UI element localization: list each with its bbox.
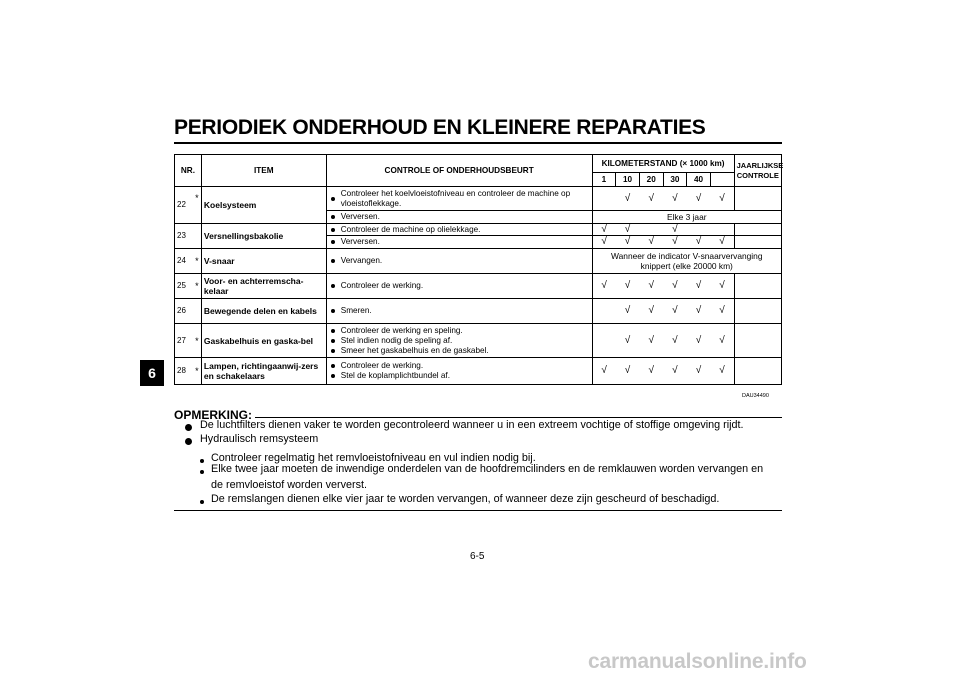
- title-rule: [174, 142, 782, 144]
- notes-heading: OPMERKING:: [174, 408, 252, 422]
- header-annual-line1: JAARLIJKSE: [736, 160, 784, 170]
- check-cell: √: [616, 187, 640, 211]
- table-row: [175, 224, 782, 236]
- action-text: Vervangen.: [340, 256, 383, 265]
- action-text: Controleer de machine op olielekkage.: [340, 224, 481, 234]
- table-row: [175, 324, 782, 358]
- row-star: *: [193, 274, 202, 299]
- row-action: [326, 224, 592, 236]
- row-star: *: [193, 187, 202, 224]
- check-cell: √: [592, 274, 616, 299]
- row-nr: 28: [175, 358, 193, 385]
- table-row: [175, 299, 782, 324]
- annual-cell: [734, 324, 781, 358]
- row-item: Koelsysteem: [201, 187, 326, 224]
- annual-cell: [734, 358, 781, 385]
- check-cell: √: [639, 324, 663, 358]
- check-cell: √: [663, 224, 687, 236]
- bullet-icon: [331, 364, 335, 368]
- check-cell: √: [687, 358, 711, 385]
- action-line: [331, 371, 590, 381]
- bullet-icon: [331, 349, 335, 353]
- check-cell: √: [687, 299, 711, 324]
- check-cell: √: [663, 358, 687, 385]
- check-cell: √: [710, 274, 734, 299]
- check-cell: √: [663, 274, 687, 299]
- row-action: [326, 249, 592, 274]
- bullet-icon: [331, 339, 335, 343]
- bullet-icon: [331, 228, 335, 232]
- row-action: [326, 324, 592, 358]
- document-code: DAU34490: [742, 393, 769, 399]
- action-line: [331, 346, 590, 356]
- bullet-icon: [331, 329, 335, 333]
- check-cell: √: [639, 236, 663, 249]
- km-col: 1: [592, 173, 616, 187]
- row-action: [326, 211, 592, 224]
- check-cell: √: [616, 358, 640, 385]
- bullet-icon: [185, 424, 192, 431]
- bullet-icon: [331, 215, 335, 219]
- chapter-tab: 6: [140, 360, 164, 386]
- check-cell: √: [710, 358, 734, 385]
- action-text: Verversen.: [340, 237, 380, 246]
- km-col-empty: [710, 173, 734, 187]
- header-item: ITEM: [201, 155, 326, 187]
- check-cell: √: [616, 324, 640, 358]
- action-text: Verversen.: [340, 212, 380, 221]
- check-cell: √: [663, 324, 687, 358]
- row-item: Lampen, richtingaanwij-zers en schakelaars: [201, 358, 326, 385]
- row-nr: 27: [175, 324, 193, 358]
- row-nr: 23: [175, 224, 193, 249]
- note-text: Elke twee jaar moeten de inwendige onderdelen van de hoofdremcilinders en de remklauwen worden vervangen en: [211, 463, 764, 475]
- row-action: [326, 299, 592, 324]
- row-action: [326, 358, 592, 385]
- note-text: De remslangen dienen elke vier jaar te worden vervangen, of wanneer deze zijn gescheurd of beschadigd.: [211, 493, 720, 505]
- note-text: De luchtfilters dienen vaker te worden gecontroleerd wanneer u in een extreem vochtige of stoffige omgeving rijdt.: [200, 419, 744, 431]
- action-text: Controleer de werking.: [340, 361, 424, 370]
- interval-note: Wanneer de indicator V-snaarvervanging knippert (elke 20000 km): [592, 249, 781, 274]
- check-cell: √: [710, 324, 734, 358]
- watermark-text: carmanualsonline.info: [588, 650, 807, 673]
- check-cell: √: [663, 236, 687, 249]
- row-star: [193, 224, 202, 249]
- check-cell: √: [592, 358, 616, 385]
- notes-end-rule: [174, 510, 782, 511]
- row-item: Voor- en achterremscha-kelaar: [201, 274, 326, 299]
- check-cell: √: [639, 358, 663, 385]
- bullet-icon: [185, 438, 192, 445]
- check-cell: [592, 324, 616, 358]
- row-nr: 25: [175, 274, 193, 299]
- check-cell: √: [616, 299, 640, 324]
- check-cell: √: [687, 324, 711, 358]
- note-text: Hydraulisch remsysteem: [200, 433, 319, 445]
- row-item: V-snaar: [201, 249, 326, 274]
- action-text: Smeren.: [340, 306, 372, 315]
- check-cell: [592, 187, 616, 211]
- bullet-icon: [331, 240, 335, 244]
- page-number: 6-5: [470, 551, 485, 562]
- header-annual-line2: CONTROLE: [736, 170, 779, 180]
- annual-cell: [734, 236, 781, 249]
- check-cell: √: [687, 236, 711, 249]
- table-row: [175, 187, 782, 211]
- action-text: Smeer het gaskabelhuis en de gaskabel.: [340, 345, 489, 355]
- check-cell: √: [687, 187, 711, 211]
- row-action: [326, 274, 592, 299]
- bullet-icon: [331, 309, 335, 313]
- km-col: 20: [639, 173, 663, 187]
- bullet-icon: [331, 374, 335, 378]
- check-cell: √: [592, 236, 616, 249]
- row-item: Bewegende delen en kabels: [201, 299, 326, 324]
- km-col: 30: [663, 173, 687, 187]
- row-action: [326, 236, 592, 249]
- action-line: [331, 361, 590, 371]
- row-item: Versnellingsbakolie: [201, 224, 326, 249]
- action-text: Controleer het koelvloeistofniveau en controleer de machine op vloeistoflekkage.: [340, 188, 571, 208]
- row-star: *: [193, 324, 202, 358]
- note-text: de remvloeistof worden ververst.: [211, 479, 368, 491]
- check-cell: [639, 224, 663, 236]
- bullet-icon: [200, 470, 204, 474]
- table-row: [175, 358, 782, 385]
- bullet-icon: [200, 459, 204, 463]
- row-item: Gaskabelhuis en gaska-bel: [201, 324, 326, 358]
- action-text: Controleer de werking.: [340, 281, 424, 290]
- row-nr: 22: [175, 187, 193, 224]
- check-cell: √: [710, 299, 734, 324]
- check-cell: √: [663, 299, 687, 324]
- table-header-row: [175, 155, 782, 173]
- header-nr: NR.: [175, 155, 202, 187]
- row-action: [326, 187, 592, 211]
- header-km: KILOMETERSTAND (× 1000 km): [592, 155, 734, 173]
- check-cell: √: [663, 187, 687, 211]
- row-nr: 24: [175, 249, 193, 274]
- check-cell: [710, 224, 734, 236]
- header-annual: [734, 155, 784, 187]
- row-star: *: [193, 249, 202, 274]
- action-line: [331, 336, 590, 346]
- check-cell: [592, 299, 616, 324]
- check-cell: √: [616, 274, 640, 299]
- row-star: *: [193, 358, 202, 385]
- check-cell: √: [687, 274, 711, 299]
- km-col: 10: [616, 173, 640, 187]
- action-text: Stel indien nodig de speling af.: [340, 335, 453, 345]
- bullet-icon: [200, 500, 204, 504]
- action-text: Controleer de werking en speling.: [340, 325, 463, 335]
- maintenance-table: [174, 154, 782, 385]
- annual-cell: [734, 187, 781, 211]
- annual-cell: [734, 274, 781, 299]
- check-cell: √: [639, 274, 663, 299]
- table-row: [175, 274, 782, 299]
- check-cell: √: [710, 187, 734, 211]
- notes-heading-rule: [255, 417, 782, 418]
- annual-cell: [734, 224, 781, 236]
- check-cell: √: [639, 187, 663, 211]
- km-col: 40: [687, 173, 711, 187]
- check-cell: [687, 224, 711, 236]
- note-text: Controleer regelmatig het remvloeistofniveau en vul indien nodig bij.: [211, 452, 536, 464]
- check-cell: √: [639, 299, 663, 324]
- check-cell: √: [710, 236, 734, 249]
- table-row: [175, 249, 782, 274]
- interval-note: Elke 3 jaar: [592, 211, 781, 224]
- bullet-icon: [331, 259, 335, 263]
- annual-cell: [734, 299, 781, 324]
- bullet-icon: [331, 197, 335, 201]
- check-cell: √: [592, 224, 616, 236]
- action-line: [331, 326, 590, 336]
- check-cell: √: [616, 236, 640, 249]
- page-title: PERIODIEK ONDERHOUD EN KLEINERE REPARATIES: [174, 116, 706, 139]
- action-text: Stel de koplamplichtbundel af.: [340, 371, 450, 380]
- check-cell: √: [616, 224, 640, 236]
- header-control: CONTROLE OF ONDERHOUDSBEURT: [326, 155, 592, 187]
- row-nr: 26: [175, 299, 193, 324]
- row-star: [193, 299, 202, 324]
- bullet-icon: [331, 284, 335, 288]
